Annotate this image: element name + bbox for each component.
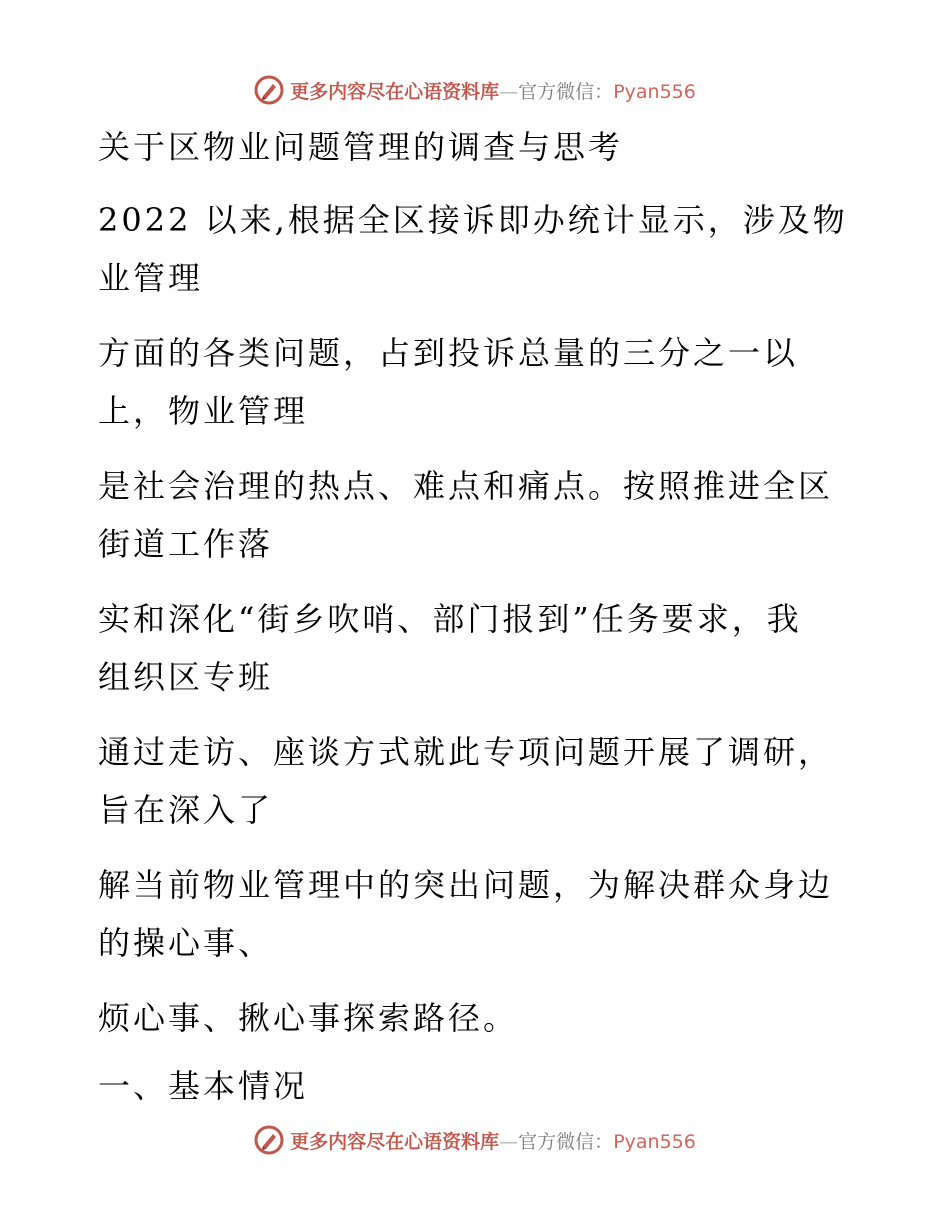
watermark-wechat-label: 官方微信： [518, 80, 614, 103]
document-line: 的操心事、 [98, 924, 274, 962]
document-line: 实和深化“街乡吹哨、部门报到”任务要求，我 [98, 600, 802, 638]
section-heading: 一、基本情况 [98, 1067, 309, 1105]
watermark-header [0, 70, 950, 110]
watermark-text [290, 77, 696, 104]
pen-logo-icon [254, 1125, 284, 1155]
watermark-wechat-label: 官方微信： [518, 1130, 614, 1153]
document-line: 方面的各类问题，占到投诉总量的三分之一以 [98, 334, 799, 372]
document-line: 是社会治理的热点、难点和痛点。按照推进全区 [98, 467, 834, 505]
document-line: 烦心事、揪心事探索路径。 [98, 999, 519, 1037]
watermark-separator: — [499, 1130, 519, 1153]
document-line: 业管理 [98, 259, 204, 297]
document-line: 上，物业管理 [98, 392, 309, 430]
watermark-text [290, 1127, 696, 1154]
document-line: 2022 以来,根据全区接诉即办统计显示，涉及物 [98, 201, 848, 239]
watermark-wechat-id: Pyan556 [613, 1130, 696, 1153]
document-line: 通过走访、座谈方式就此专项问题开展了调研， [98, 733, 834, 771]
document-line: 解当前物业管理中的突出问题，为解决群众身边 [98, 866, 834, 904]
document-line: 组织区专班 [98, 658, 274, 696]
document-line: 街道工作落 [98, 525, 274, 563]
watermark-brand: 更多内容尽在心语资料库 [290, 80, 500, 103]
watermark-separator: — [499, 80, 519, 103]
pen-logo-icon [254, 75, 284, 105]
watermark-brand: 更多内容尽在心语资料库 [290, 1130, 500, 1153]
document-title: 关于区物业问题管理的调查与思考 [98, 128, 624, 166]
watermark-footer [0, 1120, 950, 1160]
watermark-wechat-id: Pyan556 [613, 80, 696, 103]
document-line: 旨在深入了 [98, 791, 274, 829]
